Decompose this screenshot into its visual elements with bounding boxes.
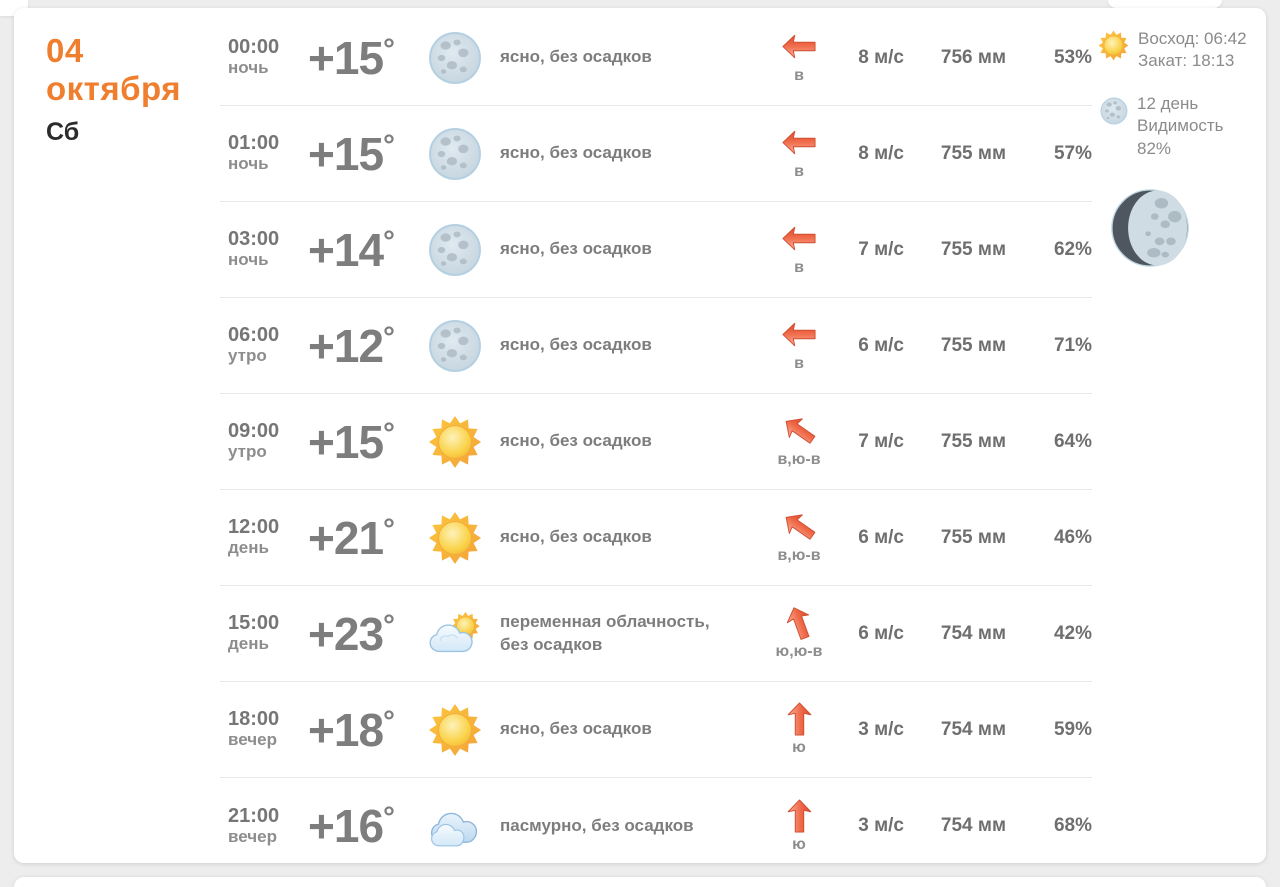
moon-info-text — [1137, 93, 1224, 160]
weather-description: ясно, без осадков — [500, 47, 652, 67]
period-value: ночь — [228, 154, 269, 174]
temperature-value: +21 — [308, 511, 384, 564]
wind-cell — [764, 125, 834, 181]
time-cell — [220, 420, 302, 462]
forecast-row — [220, 490, 1092, 586]
weather-description: ясно, без осадков — [500, 719, 652, 739]
weather-description: ясно, без осадков — [500, 143, 652, 163]
humidity-value: 64% — [1053, 430, 1092, 452]
degree-symbol: ° — [383, 320, 396, 354]
temperature-cell — [302, 319, 422, 373]
wind-direction-label: в,ю-в — [777, 547, 821, 565]
weather-description: пасмурно, без осадков — [500, 815, 694, 835]
wind-cell — [764, 29, 834, 85]
wind-cell — [764, 509, 834, 565]
period-value: день — [228, 634, 269, 654]
waxing-gibbous-moon-icon — [1110, 188, 1190, 268]
temperature-cell — [302, 127, 422, 181]
degree-symbol: ° — [383, 32, 396, 66]
wind-speed-value: 3 м/с — [858, 815, 904, 836]
time-value: 18:00 — [228, 708, 280, 731]
sunrise-text: Восход: 06:42 — [1138, 29, 1247, 48]
card-fragment-top-middle — [1108, 0, 1222, 8]
weekday-text: Сб — [46, 118, 80, 146]
wind-arrow-icon — [774, 406, 824, 456]
sun-times-block — [1098, 28, 1270, 73]
time-cell — [220, 132, 302, 174]
time-value: 06:00 — [228, 324, 280, 347]
wind-direction-label: ю — [792, 835, 806, 853]
time-cell — [220, 324, 302, 366]
sun-icon — [422, 511, 488, 565]
wind-cell — [764, 317, 834, 373]
degree-symbol: ° — [383, 801, 396, 834]
wind-arrow-icon — [781, 125, 817, 161]
temperature-value: +14 — [308, 223, 384, 276]
humidity-value: 57% — [1053, 142, 1092, 164]
forecast-card — [14, 8, 1266, 863]
time-value: 01:00 — [228, 132, 280, 155]
wind-direction-label: в — [794, 259, 804, 277]
period-value: день — [228, 538, 269, 558]
time-value: 00:00 — [228, 36, 280, 59]
pressure-value: 754 мм — [940, 718, 1006, 740]
weather-description: ясно, без осадков — [500, 335, 652, 355]
temperature-value: +18 — [308, 703, 384, 756]
wind-direction-label: в — [794, 163, 804, 181]
humidity-value: 68% — [1053, 815, 1092, 836]
wind-speed-value: 7 м/с — [858, 238, 904, 260]
sun-icon — [1098, 30, 1129, 61]
pressure-value: 755 мм — [940, 334, 1006, 356]
time-value: 15:00 — [228, 612, 280, 635]
pressure-value: 754 мм — [940, 815, 1006, 836]
forecast-table — [220, 10, 1092, 874]
wind-arrow-icon — [781, 317, 817, 353]
time-cell — [220, 228, 302, 270]
wind-arrow-icon — [781, 701, 817, 737]
wind-cell — [764, 413, 834, 469]
humidity-value: 59% — [1053, 718, 1092, 740]
time-cell — [220, 36, 302, 78]
wind-speed-value: 8 м/с — [858, 142, 904, 164]
wind-direction-label: в — [794, 67, 804, 85]
temperature-cell — [302, 607, 422, 661]
sidebar — [1098, 28, 1270, 273]
wind-cell — [764, 798, 834, 854]
wind-direction-label: в — [794, 355, 804, 373]
weather-description: ясно, без осадков — [500, 527, 652, 547]
temperature-cell — [302, 799, 422, 853]
sun-icon — [422, 415, 488, 469]
wind-speed-value: 3 м/с — [858, 718, 904, 740]
wind-cell — [764, 221, 834, 277]
wind-speed-value: 8 м/с — [858, 46, 904, 68]
moon-icon — [1100, 97, 1128, 125]
temperature-value: +12 — [308, 319, 384, 372]
temperature-cell — [302, 223, 422, 277]
wind-direction-label: в,ю-в — [777, 451, 821, 469]
period-value: вечер — [228, 826, 277, 846]
wind-speed-value: 7 м/с — [858, 430, 904, 452]
forecast-row — [220, 202, 1092, 298]
temperature-cell — [302, 31, 422, 85]
moon-icon — [422, 31, 488, 85]
moon-icon — [422, 319, 488, 373]
temperature-cell — [302, 511, 422, 565]
pressure-value: 755 мм — [940, 238, 1006, 260]
forecast-row — [220, 778, 1092, 874]
pressure-value: 755 мм — [940, 430, 1006, 452]
moon-icon — [422, 223, 488, 277]
humidity-value: 53% — [1053, 46, 1092, 68]
moon-icon — [422, 127, 488, 181]
sun-times-text — [1138, 28, 1247, 73]
date-panel — [46, 32, 226, 147]
temperature-value: +15 — [308, 415, 384, 468]
weather-description: ясно, без осадков — [500, 239, 652, 259]
wind-speed-value: 6 м/с — [858, 622, 904, 644]
forecast-row — [220, 586, 1092, 682]
sun-icon — [422, 703, 488, 757]
temperature-value: +15 — [308, 127, 384, 180]
humidity-value: 42% — [1053, 622, 1092, 644]
wind-arrow-icon — [781, 221, 817, 257]
period-value: утро — [228, 346, 267, 366]
degree-symbol: ° — [383, 128, 396, 162]
pressure-value: 754 мм — [940, 622, 1006, 644]
visibility-label: Видимость — [1137, 116, 1224, 136]
temperature-value: +16 — [308, 800, 384, 852]
degree-symbol: ° — [383, 704, 396, 738]
humidity-value: 62% — [1053, 238, 1092, 260]
temperature-value: +23 — [308, 607, 384, 660]
time-cell — [220, 805, 302, 847]
visibility-value: 82% — [1137, 138, 1172, 158]
pressure-value: 755 мм — [940, 526, 1006, 548]
moon-day-text: 12 день — [1137, 93, 1199, 113]
time-value: 12:00 — [228, 516, 280, 539]
forecast-row — [220, 394, 1092, 490]
temperature-value: +15 — [308, 31, 384, 84]
forecast-row — [220, 106, 1092, 202]
degree-symbol: ° — [383, 224, 396, 258]
period-value: ночь — [228, 250, 269, 270]
wind-arrow-icon — [776, 600, 822, 646]
temperature-cell — [302, 415, 422, 469]
temperature-cell — [302, 703, 422, 757]
degree-symbol: ° — [383, 416, 396, 450]
degree-symbol: ° — [383, 608, 396, 642]
forecast-row — [220, 298, 1092, 394]
next-day-card-edge — [14, 877, 1266, 887]
period-value: вечер — [228, 730, 277, 750]
pressure-value: 756 мм — [940, 46, 1006, 68]
wind-direction-label: ю,ю-в — [775, 643, 823, 661]
wind-cell — [764, 605, 834, 661]
forecast-row — [220, 10, 1092, 106]
wind-speed-value: 6 м/с — [858, 526, 904, 548]
time-cell — [220, 708, 302, 750]
weather-description: переменная облачность, без осадков — [500, 611, 710, 654]
cloud-icon — [422, 799, 488, 853]
wind-direction-label: ю — [792, 739, 806, 757]
sun-cloud-icon — [422, 607, 488, 661]
time-value: 21:00 — [228, 804, 280, 827]
wind-arrow-icon — [781, 798, 817, 834]
wind-speed-value: 6 м/с — [858, 334, 904, 356]
pressure-value: 755 мм — [940, 142, 1006, 164]
wind-arrow-icon — [774, 502, 824, 552]
weather-description: ясно, без осадков — [500, 431, 652, 451]
wind-arrow-icon — [781, 29, 817, 65]
date-text: 04 октября — [46, 32, 181, 107]
humidity-value: 46% — [1053, 526, 1092, 548]
humidity-value: 71% — [1053, 334, 1092, 356]
time-value: 09:00 — [228, 420, 280, 443]
degree-symbol: ° — [383, 512, 396, 546]
sunset-text: Закат: 18:13 — [1138, 51, 1235, 71]
wind-cell — [764, 701, 834, 757]
period-value: ночь — [228, 58, 269, 78]
moon-info-block — [1098, 93, 1270, 160]
period-value: утро — [228, 442, 267, 462]
time-cell — [220, 612, 302, 654]
forecast-row — [220, 682, 1092, 778]
time-cell — [220, 516, 302, 558]
time-value: 03:00 — [228, 228, 280, 251]
